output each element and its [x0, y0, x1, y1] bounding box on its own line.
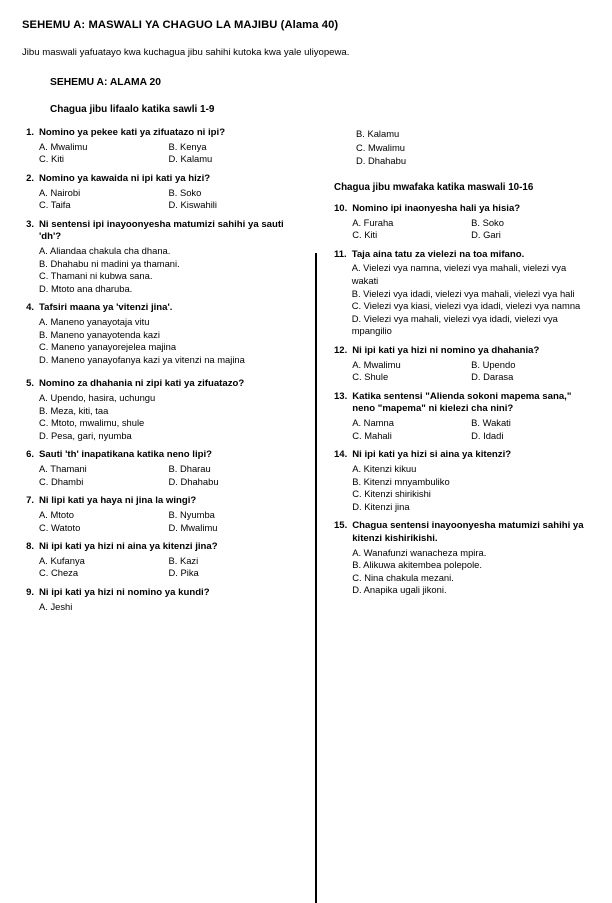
question-text: Ni sentensi ipi inayoonyesha matumizi sahihi ya sauti 'dh'?: [39, 218, 284, 243]
option-d[interactable]: D. Kalamu: [168, 153, 213, 165]
option-list: [352, 547, 590, 597]
option-a[interactable]: A. Upendo, hasira, uchungu: [39, 392, 156, 404]
option-c[interactable]: C. Mahali: [352, 429, 392, 441]
two-column-body: [22, 127, 590, 613]
option-c[interactable]: C. Cheza: [39, 567, 79, 579]
option-d[interactable]: D. Maneno yanayofanya kazi ya vitenzi na majina: [39, 353, 245, 365]
option-b[interactable]: B. Kalamu: [356, 128, 400, 140]
option-c[interactable]: C. Mtoto, mwalimu, shule: [39, 417, 145, 429]
option-list: [39, 316, 298, 366]
option-b[interactable]: B. Upendo: [471, 358, 516, 370]
option-d[interactable]: D. Mwalimu: [168, 521, 218, 533]
option-a[interactable]: A. Vielezi vya namna, vielezi vya mahali, vielezi vya wakati: [351, 262, 567, 286]
question-number: 6.: [26, 449, 34, 461]
option-list: [39, 187, 298, 212]
question-item: [334, 203, 590, 242]
option-b[interactable]: B. Nyumba: [168, 508, 215, 520]
option-b[interactable]: B. Soko: [471, 216, 504, 228]
question-number: 3.: [26, 218, 34, 230]
option-b[interactable]: B. Kenya: [168, 140, 207, 152]
question-item: [22, 449, 298, 488]
option-c[interactable]: C. Maneno yanayorejelea majina: [39, 341, 177, 353]
option-a[interactable]: A. Namna: [352, 417, 394, 429]
option-a[interactable]: A. Mwalimu: [352, 358, 401, 370]
question-text: Katika sentensi "Alienda sokoni mapema sana," neno "mapema" ni kielezi cha nini?: [352, 390, 572, 415]
option-d[interactable]: D. Dhahabu: [168, 475, 219, 487]
question-item: [22, 302, 298, 366]
question-number: 11.: [334, 248, 347, 260]
option-d[interactable]: D. Anapika ugali jikoni.: [352, 584, 447, 596]
carryover-option-list: [356, 127, 590, 168]
option-a[interactable]: A. Aliandaa chakula cha dhana.: [39, 245, 171, 257]
option-a[interactable]: A. Maneno yanayotaja vitu: [39, 316, 150, 328]
option-b[interactable]: B. Alikuwa akitembea polepole.: [352, 559, 482, 571]
question-text: Nomino ya pekee kati ya zifuatazo ni ipi?: [39, 127, 226, 139]
option-list: [39, 141, 298, 166]
option-d[interactable]: D. Idadi: [471, 429, 504, 441]
question-number: 9.: [26, 587, 34, 598]
question-number: 7.: [26, 495, 34, 507]
option-c[interactable]: C. Kiti: [352, 229, 378, 241]
option-d[interactable]: D. Kiswahili: [168, 199, 217, 211]
option-list: [352, 417, 590, 442]
question-item: [334, 391, 590, 443]
option-d[interactable]: D. Mtoto ana dharuba.: [39, 282, 133, 294]
option-list: [39, 392, 298, 442]
option-a[interactable]: A. Jeshi: [39, 600, 73, 612]
option-b[interactable]: B. Maneno yanayotenda kazi: [39, 328, 160, 340]
question-number: 2.: [26, 172, 34, 184]
option-d[interactable]: D. Darasa: [471, 371, 514, 383]
option-list: [39, 463, 298, 488]
mid-instruction-text: Chagua jibu mwafaka katika maswali 10-16: [334, 181, 534, 193]
left-column: [22, 127, 312, 613]
option-b[interactable]: B. Dharau: [168, 463, 211, 475]
option-d[interactable]: D. Vielezi vya mahali, vielezi vya idadi, vielezi vya mpangilio: [351, 312, 558, 337]
option-c[interactable]: C. Watoto: [39, 521, 81, 533]
question-item: [22, 541, 298, 580]
question-text: Sauti 'th' inapatikana katika neno lipi?: [39, 449, 213, 461]
question-text: Nomino za dhahania ni zipi kati ya zifuatazo?: [39, 378, 245, 390]
question-item: [334, 520, 590, 597]
option-a[interactable]: A. Mwalimu: [39, 140, 88, 152]
question-item: [334, 449, 590, 513]
question-text: Ni ipi kati ya hizi ni nomino ya kundi?: [39, 587, 210, 598]
question-number: 4.: [26, 302, 34, 314]
page-title: SEHEMU A: MASWALI YA CHAGUO LA MAJIBU (Alama 40): [22, 19, 339, 31]
question-text: Tafsiri maana ya 'vitenzi jina'.: [39, 302, 173, 314]
option-b[interactable]: B. Soko: [168, 186, 202, 198]
question-item: [22, 378, 298, 442]
option-c[interactable]: C. Thamani ni kubwa sana.: [39, 270, 153, 282]
question-text: Ni lipi kati ya haya ni jina la wingi?: [39, 495, 197, 507]
option-c[interactable]: C. Kiti: [39, 153, 65, 165]
option-c[interactable]: C. Taifa: [39, 199, 71, 211]
option-list: [39, 601, 298, 614]
question-item: [22, 219, 298, 296]
option-a[interactable]: A. Thamani: [39, 463, 87, 475]
option-c[interactable]: C. Nina chakula mezani.: [352, 571, 454, 583]
option-a[interactable]: A. Kufanya: [39, 554, 85, 566]
option-d[interactable]: D. Kitenzi jina: [352, 500, 410, 512]
option-d[interactable]: D. Pika: [168, 567, 199, 579]
right-column: [312, 127, 590, 613]
question-number: 10.: [334, 202, 348, 214]
question-text: Ni ipi kati ya hizi si aina ya kitenzi?: [352, 449, 512, 461]
option-b[interactable]: B. Vielezi vya idadi, vielezi vya mahali, vielezi vya hali: [351, 287, 575, 299]
option-a[interactable]: A. Kitenzi kikuu: [352, 462, 417, 474]
option-d[interactable]: D. Dhahabu: [356, 155, 407, 167]
question-text: Taja aina tatu za vielezi na toa mifano.: [351, 248, 525, 260]
option-a[interactable]: A. Mtoto: [39, 508, 74, 520]
question-item: [22, 587, 298, 613]
question-item: [334, 249, 590, 338]
option-a[interactable]: A. Nairobi: [39, 186, 81, 198]
option-a[interactable]: A. Furaha: [352, 216, 394, 228]
option-list: [352, 463, 590, 513]
question-text: Nomino ya kawaida ni ipi kati ya hizi?: [39, 172, 211, 184]
option-list: [352, 359, 590, 384]
option-c[interactable]: C. Mwalimu: [356, 141, 405, 153]
question-number: 14.: [334, 449, 348, 461]
option-list: [352, 217, 590, 242]
question-number: 13.: [334, 390, 348, 402]
section-heading: SEHEMU A: ALAMA 20: [50, 77, 161, 89]
option-c[interactable]: C. Kitenzi shirikishi: [352, 488, 431, 500]
option-list: [39, 555, 298, 580]
question-text: Nomino ipi inaonyesha hali ya hisia?: [352, 202, 521, 214]
option-b[interactable]: B. Meza, kiti, taa: [39, 404, 109, 416]
question-text: Ni ipi kati ya hizi ni nomino ya dhahania?: [352, 344, 540, 356]
question-number: 1.: [26, 127, 34, 139]
option-list: [39, 245, 298, 295]
intro-text: Jibu maswali yafuatayo kwa kuchagua jibu sahihi kutoka kwa yale uliyopewa.: [22, 46, 350, 58]
column-divider: [315, 253, 317, 903]
option-c[interactable]: C. Shule: [352, 371, 389, 383]
option-b[interactable]: B. Kitenzi mnyambuliko: [352, 475, 450, 487]
option-c[interactable]: C. Dhambi: [39, 475, 84, 487]
question-item: [22, 173, 298, 212]
question-number: 15.: [334, 520, 348, 532]
option-b[interactable]: B. Dhahabu ni madini ya thamani.: [39, 257, 180, 269]
question-text: Chagua sentensi inayoonyesha matumizi sahihi ya kitenzi kishirikishi.: [352, 520, 584, 544]
option-d[interactable]: D. Pesa, gari, nyumba: [39, 429, 132, 441]
instruction-text: Chagua jibu lifaalo katika sawli 1-9: [50, 104, 215, 116]
question-number: 8.: [26, 541, 34, 553]
option-d[interactable]: D. Gari: [471, 229, 501, 241]
question-item: [334, 345, 590, 384]
question-text: Ni ipi kati ya hizi ni aina ya kitenzi jina?: [39, 541, 218, 553]
option-b[interactable]: B. Wakati: [471, 417, 511, 429]
question-item: [22, 127, 298, 166]
question-number: 5.: [26, 378, 34, 390]
option-list: [352, 262, 590, 338]
option-b[interactable]: B. Kazi: [168, 554, 199, 566]
option-c[interactable]: C. Vielezi vya kiasi, vielezi vya idadi, vielezi vya namna: [351, 300, 581, 312]
question-number: 12.: [334, 344, 348, 356]
option-a[interactable]: A. Wanafunzi wanacheza mpira.: [352, 546, 487, 558]
option-list: [39, 509, 298, 534]
question-item: [22, 495, 298, 534]
